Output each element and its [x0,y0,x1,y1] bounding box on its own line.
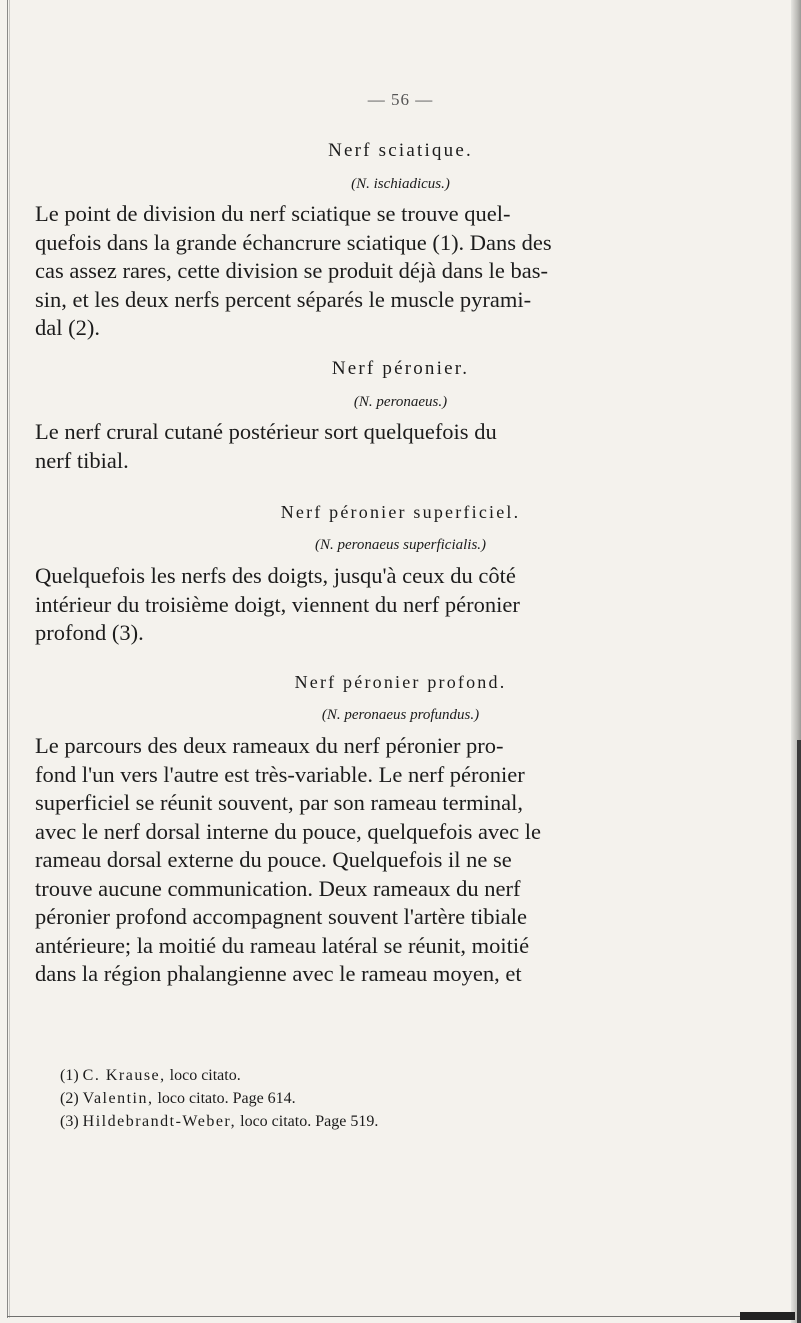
footnote-number: (2) [60,1090,79,1107]
footnote [60,1088,296,1110]
page-bottom-line [7,1316,799,1317]
text-line: sin, et les deux nerfs percent séparés le muscle pyrami- [35,286,532,312]
section-heading-peronier-superficiel: Nerf péronier superficiel. [280,502,521,522]
footnote-text: loco citato. Page 519. [240,1113,379,1130]
text-line: Le nerf crural cutané postérieur sort quelquefois du [35,419,497,444]
page-edge-line [7,0,8,1318]
footnote-text: loco citato. Page 614. [157,1090,296,1107]
text-line: nerf tibial. [35,447,129,473]
footnote-author: Hildebrandt-Weber, [82,1113,237,1130]
text-line: Le parcours des deux rameaux du nerf péronier pro- [35,733,504,758]
paragraph-peronier [35,418,767,475]
text-line: profond (3). [35,620,144,645]
footnote-author: C. Krause, [82,1067,166,1084]
page-edge-line-inner [9,0,10,1318]
text-line: quefois dans la grande échancrure sciatique (1). Dans des [35,229,552,255]
text-line: rameau dorsal externe du pouce. Quelquefois il ne se [35,847,512,872]
text-line: Quelquefois les nerfs des doigts, jusqu'à ceux du côté [35,563,516,588]
footnote-number: (3) [60,1113,79,1130]
footnote-author: Valentin, [82,1090,154,1107]
binding-shadow [797,740,801,1323]
section-heading-peronier: Nerf péronier. [331,358,470,379]
text-line: fond l'un vers l'autre est très-variable. Le nerf péronier [35,761,525,787]
text-line: péronier profond accompagnent souvent l'artère tibiale [35,904,527,929]
text-line: dans la région phalangienne avec le rameau moyen, et [35,961,522,986]
section-heading-peronier-profond: Nerf péronier profond. [294,672,507,692]
footnote-text: loco citato. [169,1067,241,1084]
text-line: antérieure; la moitié du rameau latéral se réunit, moitié [35,932,530,958]
footnote [60,1111,378,1133]
text-line: intérieur du troisième doigt, viennent du nerf péronier [35,591,520,617]
paragraph-peronier-profond [35,732,767,989]
section-latin-peronier-superficiel: (N. peronaeus superficialis.) [314,537,487,553]
section-heading-sciatique: Nerf sciatique. [328,140,473,161]
section-latin-peronier-profond: (N. peronaeus profundus.) [321,707,480,723]
section-latin-sciatique: (N. ischiadicus.) [351,176,450,192]
text-line: trouve aucune communication. Deux rameaux du nerf [35,875,521,901]
text-line: cas assez rares, cette division se produit déjà dans le bas- [35,258,548,283]
text-line: Le point de division du nerf sciatique se trouve quel- [35,201,511,226]
footnote-number: (1) [60,1067,79,1084]
paragraph-sciatique [35,200,767,343]
text-line: dal (2). [35,315,100,340]
scan-corner-mark [740,1312,795,1320]
text-line: superficiel se réunit souvent, par son rameau terminal, [35,790,523,815]
page-number: — 56 — [367,90,434,109]
paragraph-peronier-superficiel [35,562,767,648]
section-latin-peronier: (N. peronaeus.) [353,394,448,410]
text-line: avec le nerf dorsal interne du pouce, quelquefois avec le [35,818,542,844]
footnote [60,1065,241,1087]
